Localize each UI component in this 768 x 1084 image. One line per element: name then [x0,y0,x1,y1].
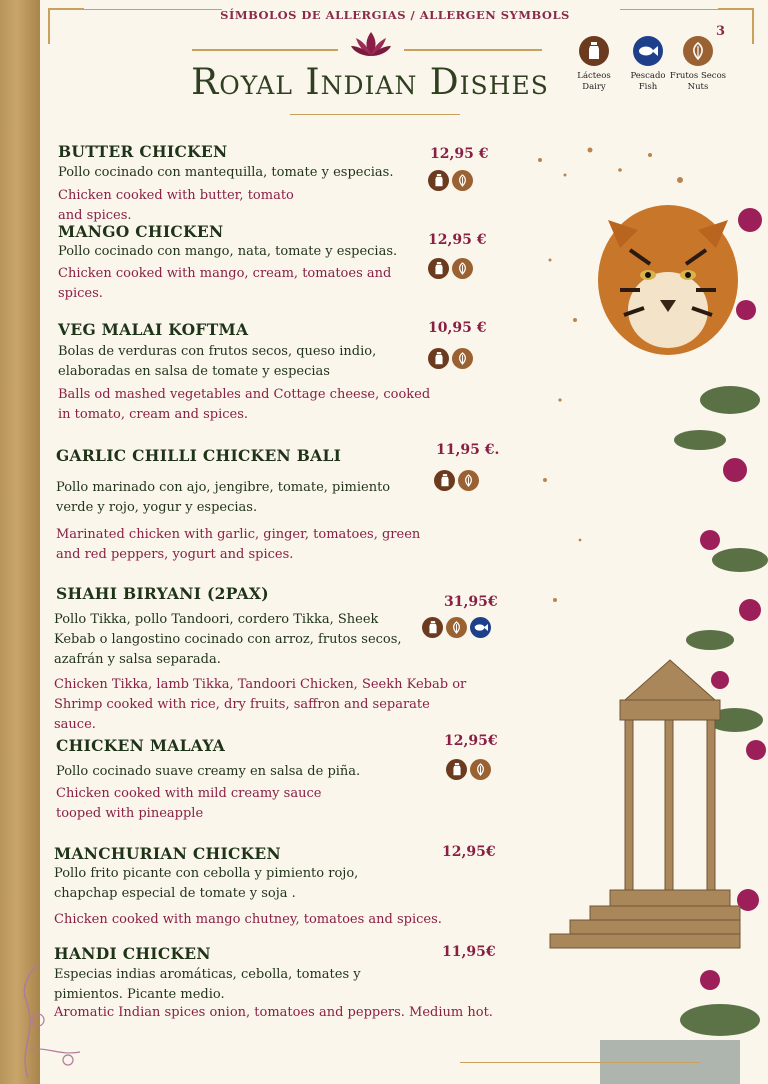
dish-name: MANCHURIAN CHICKEN [54,844,281,863]
dish-description-es: Pollo cocinado con mango, nata, tomate y especias. [58,244,398,259]
dish-description-en: Chicken cooked with mango chutney, tomatoes and spices. [54,912,442,927]
allergen-dairy-en: Dairy [582,82,606,92]
milk-bottle-icon [428,348,449,369]
tiger-icon [598,205,738,355]
dish-price: 11,95 €. [436,442,500,458]
dish-name: MANGO CHICKEN [58,222,224,241]
corner-ornament-left [48,8,84,44]
dish-name: GARLIC CHILLI CHICKEN BALI [56,446,342,465]
dish-name: VEG MALAI KOFTMA [58,320,249,339]
dish-name: SHAHI BIRYANI (2PAX) [56,584,269,603]
bottom-rule [460,1062,700,1063]
lotus-icon [350,30,392,60]
dish-price: 12,95 € [430,146,489,162]
allergen-nuts-en: Nuts [687,82,709,92]
dish-description-es: Pollo cocinado con mantequilla, tomate y especias. [58,165,394,180]
milk-bottle-icon [428,170,449,191]
allergen-heading: SÍMBOLOS DE ALLERGIAS / ALLERGEN SYMBOLS [220,8,570,22]
dish-price: 12,95€ [442,844,496,860]
allergen-fish-en: Fish [638,82,658,92]
milk-bottle-icon [434,470,455,491]
dish-allergen-icons [428,170,473,191]
dish-price: 11,95€ [442,944,496,960]
nut-icon [458,470,479,491]
dish-price: 10,95 € [428,320,487,336]
fish-icon [470,617,491,638]
floral-ornament [8,960,88,1080]
dish-description-es: Pollo Tikka, pollo Tandoori, cordero Tikka, Sheek Kebab o langostino cocinado con arroz, frutos secos, azafrán y salsa separada. [54,612,402,667]
dish-allergen-icons [434,470,479,491]
dish-allergen-icons [422,617,491,638]
dish-description-es: Especias indias aromáticas, cebolla, tomates y pimientos. Picante medio. [54,967,361,1002]
dish-description-en: Aromatic Indian spices onion, tomatoes and peppers. Medium hot. [54,1005,493,1020]
nut-icon [452,348,473,369]
allergen-dairy [564,36,624,93]
milk-bottle-icon [428,258,449,279]
dish-allergen-icons [428,258,473,279]
decorative-illustration [520,140,768,1084]
nut-icon [452,170,473,191]
dish-description-es: Pollo marinado con ajo, jengibre, tomate, pimiento verde y rojo, yogur y especias. [56,480,391,515]
dish-allergen-icons [446,759,491,780]
title-underline [290,114,460,115]
parchment-border [0,0,40,1084]
allergen-dairy-es: Lácteos [577,71,611,81]
nut-icon [446,617,467,638]
dish-description-en: Chicken cooked with mild creamy sauce tooped with pineapple [56,786,322,821]
page-number: 3 [716,24,726,39]
dish-price: 12,95 € [428,232,487,248]
nut-icon [683,36,713,66]
dish-name: HANDI CHICKEN [54,944,211,963]
dish-description-es: Pollo frito picante con cebolla y pimiento rojo, chapchap especial de tomate y soja . [54,866,359,901]
ornament-rule-right [404,49,542,51]
ornament-rule-left [192,49,338,51]
top-rule-right [620,9,718,10]
dish-description-en: Chicken cooked with butter, tomato and spices. [58,188,294,223]
dish-description-es: Pollo cocinado suave creamy en salsa de piña. [56,764,361,779]
dish-description-en: Balls od mashed vegetables and Cottage cheese, cooked in tomato, cream and spices. [58,387,431,422]
milk-bottle-icon [446,759,467,780]
allergen-nuts-es: Frutos Secos [669,71,727,81]
nut-icon [452,258,473,279]
dish-name: CHICKEN MALAYA [56,736,226,755]
dish-description-en: Chicken cooked with mango, cream, tomatoes and spices. [58,266,392,301]
dish-name: BUTTER CHICKEN [58,142,228,161]
milk-bottle-icon [422,617,443,638]
fish-icon [633,36,663,66]
page-title: Royal Indian Dishes [191,62,549,103]
milk-bottle-icon [579,36,609,66]
dish-allergen-icons [428,348,473,369]
dish-price: 12,95€ [444,733,498,749]
dish-description-es: Bolas de verduras con frutos secos, queso indio, elaboradas en salsa de tomate y especias [58,344,377,379]
dish-description-en: Marinated chicken with garlic, ginger, tomatoes, green and red peppers, yogurt and spices. [56,527,421,562]
dish-description-en: Chicken Tikka, lamb Tikka, Tandoori Chicken, Seekh Kebab or Shrimp cooked with rice, dry fruits, saffron and separate sauce. [54,677,467,732]
allergen-fish-es: Pescado [630,71,666,81]
allergen-nuts [668,36,728,93]
dish-price: 31,95€ [444,594,498,610]
nut-icon [470,759,491,780]
